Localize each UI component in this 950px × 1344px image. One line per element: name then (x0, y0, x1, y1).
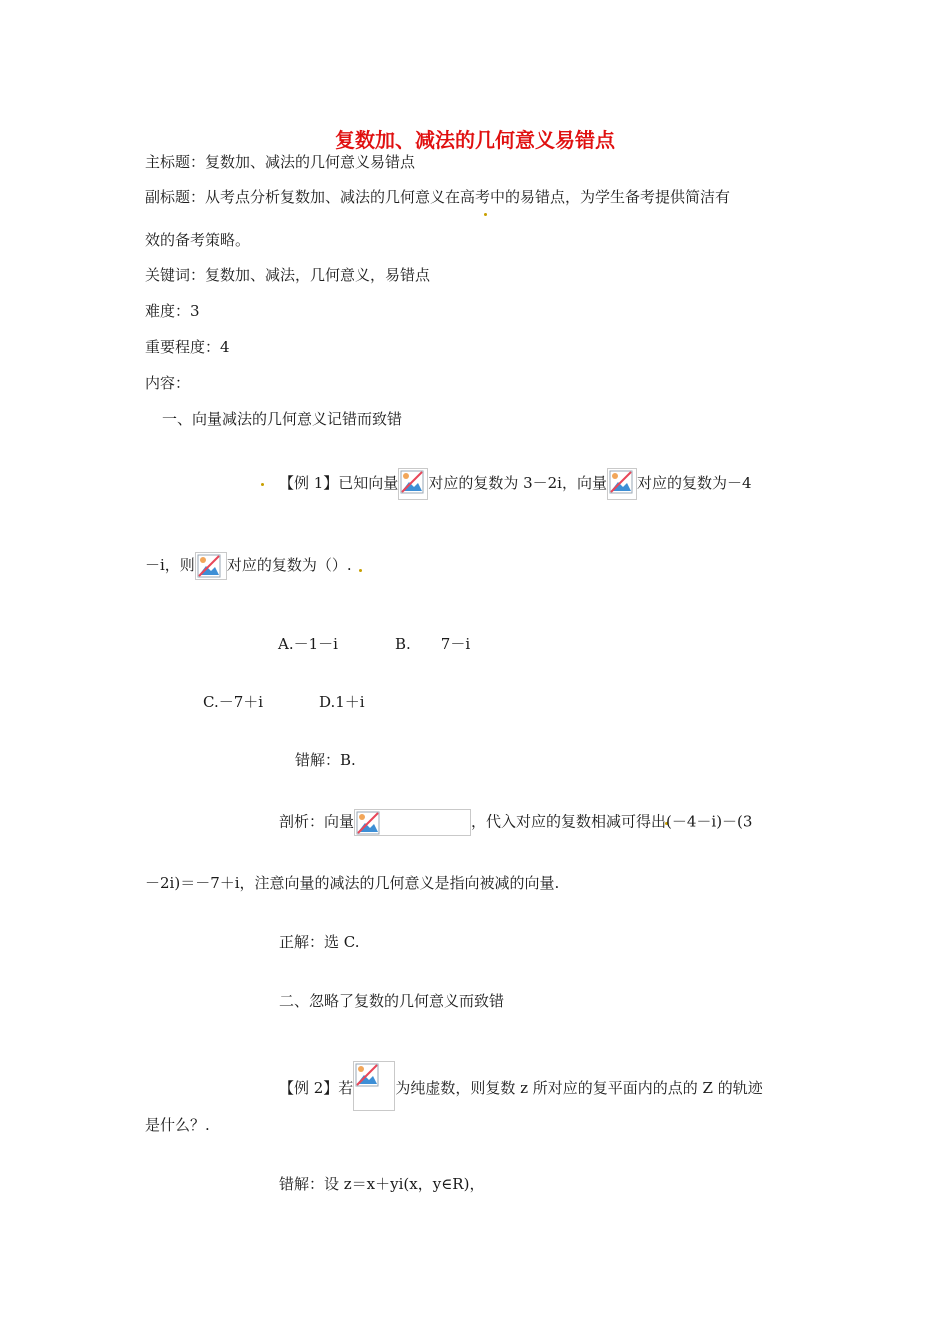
example-1-text: 【例 1】已知向量 (279, 474, 399, 492)
section-1-heading: 一、向量减法的几何意义记错而致错 (162, 410, 403, 428)
section-2-heading: 二、忽略了复数的几何意义而致错 (279, 992, 505, 1010)
option-d: D.1＋i (319, 693, 365, 711)
example-1-text: 对应的复数为（）. (226, 556, 352, 574)
example-1-line-1 (279, 468, 752, 500)
option-b: B. 7－i (395, 635, 471, 653)
content-label: 内容： (145, 374, 191, 392)
broken-image-icon (353, 1061, 395, 1111)
subtitle-line-1: 副标题：从考点分析复数加、减法的几何意义在高考中的易错点，为学生备考提供简洁有 (145, 188, 731, 206)
stray-mark (484, 213, 487, 216)
example-1-line-2 (145, 552, 352, 580)
broken-image-icon (607, 468, 637, 500)
option-a: A.－1－i (278, 635, 338, 653)
example-1-text: 对应的复数为－4 (636, 474, 752, 492)
broken-image-icon (195, 552, 227, 580)
analysis-text: ，代入对应的复数相减可得出(－4－i)－(3 (471, 812, 753, 831)
analysis-line-2: －2i)＝－7＋i，注意向量的减法的几何意义是指向被减的向量. (145, 874, 560, 892)
broken-image-icon (398, 468, 428, 500)
example-1-text: 对应的复数为 3－2i，向量 (428, 474, 607, 492)
wrong-solution-2: 错解：设 z＝x＋yi(x，y∈R)， (279, 1175, 485, 1193)
option-c: C.－7＋i (203, 693, 264, 711)
example-2-text: 【例 2】若 (279, 1079, 354, 1097)
example-2-text: 为纯虚数，则复数 z 所对应的复平面内的点的 Z 的轨迹 (395, 1079, 763, 1097)
importance-line: 重要程度：4 (145, 338, 230, 356)
analysis-line-1 (279, 809, 752, 836)
subtitle-line-2: 效的备考策略。 (145, 231, 251, 249)
analysis-text: 剖析：向量 (279, 812, 355, 831)
broken-image-icon (354, 809, 471, 836)
stray-mark (261, 483, 264, 486)
example-1-text: －i，则 (145, 556, 195, 574)
wrong-solution-1: 错解：B. (295, 751, 356, 769)
difficulty-line: 难度：3 (145, 302, 200, 320)
example-2-line-2: 是什么？. (145, 1116, 210, 1134)
correct-solution-1: 正解：选 C. (279, 933, 360, 951)
stray-mark (359, 569, 362, 572)
example-2-line-1 (279, 1061, 763, 1111)
main-title-line: 主标题：复数加、减法的几何意义易错点 (145, 153, 416, 171)
keywords-line: 关键词：复数加、减法，几何意义，易错点 (145, 266, 431, 284)
document-title: 复数加、减法的几何意义易错点 (335, 128, 615, 152)
